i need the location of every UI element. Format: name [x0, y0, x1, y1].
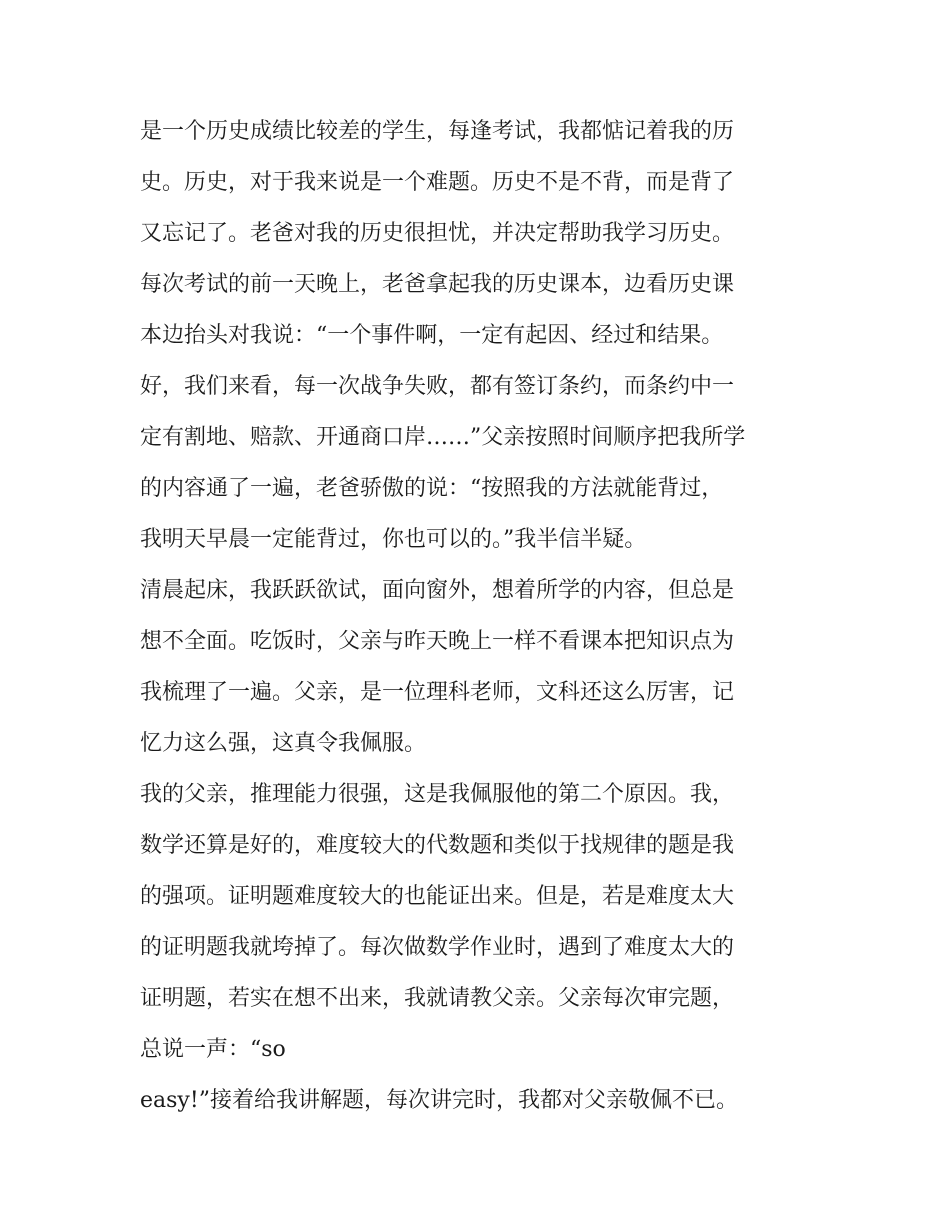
text-line: 的强项。证明题难度较大的也能证出来。但是，若是难度太大: [140, 884, 735, 909]
text-line: 每次考试的前一天晚上，老爸拿起我的历史课本，边看历史课: [140, 272, 735, 297]
text-line: easy!”接着给我讲解题，每次讲完时，我都对父亲敬佩不已。: [140, 1088, 738, 1113]
text-line: 的内容通了一遍，老爸骄傲的说：“按照我的方法就能背过，: [140, 476, 724, 501]
text-line: 我梳理了一遍。父亲，是一位理科老师，文科还这么厉害，记: [140, 680, 735, 705]
text-line: 本边抬头对我说：“一个事件啊，一定有起因、经过和结果。: [140, 323, 724, 348]
document-body: [140, 106, 820, 1126]
text-line: 证明题，若实在想不出来，我就请教父亲。父亲每次审完题，: [140, 986, 735, 1011]
text-line: 又忘记了。老爸对我的历史很担忧，并决定帮助我学习历史。: [140, 221, 735, 246]
text-line: 我明天早晨一定能背过，你也可以的。”我半信半疑。: [140, 527, 647, 552]
text-line: 史。历史，对于我来说是一个难题。历史不是不背，而是背了: [140, 170, 735, 195]
text-line: 清晨起床，我跃跃欲试，面向窗外，想着所学的内容，但总是: [140, 578, 735, 603]
text-line: 数学还算是好的，难度较大的代数题和类似于找规律的题是我: [140, 833, 735, 858]
text-line: 的证明题我就垮掉了。每次做数学作业时，遇到了难度太大的: [140, 935, 735, 960]
text-line: 定有割地、赔款、开通商口岸……”父亲按照时间顺序把我所学: [140, 425, 746, 450]
text-line: 我的父亲，推理能力很强，这是我佩服他的第二个原因。我，: [140, 782, 735, 807]
text-line: 忆力这么强，这真令我佩服。: [140, 731, 427, 756]
text-line: 是一个历史成绩比较差的学生，每逢考试，我都惦记着我的历: [140, 119, 735, 144]
text-line: 好，我们来看，每一次战争失败，都有签订条约，而条约中一: [140, 374, 735, 399]
text-line: 想不全面。吃饭时，父亲与昨天晚上一样不看课本把知识点为: [140, 629, 735, 654]
text-line: 总说一声：“so: [140, 1037, 286, 1062]
